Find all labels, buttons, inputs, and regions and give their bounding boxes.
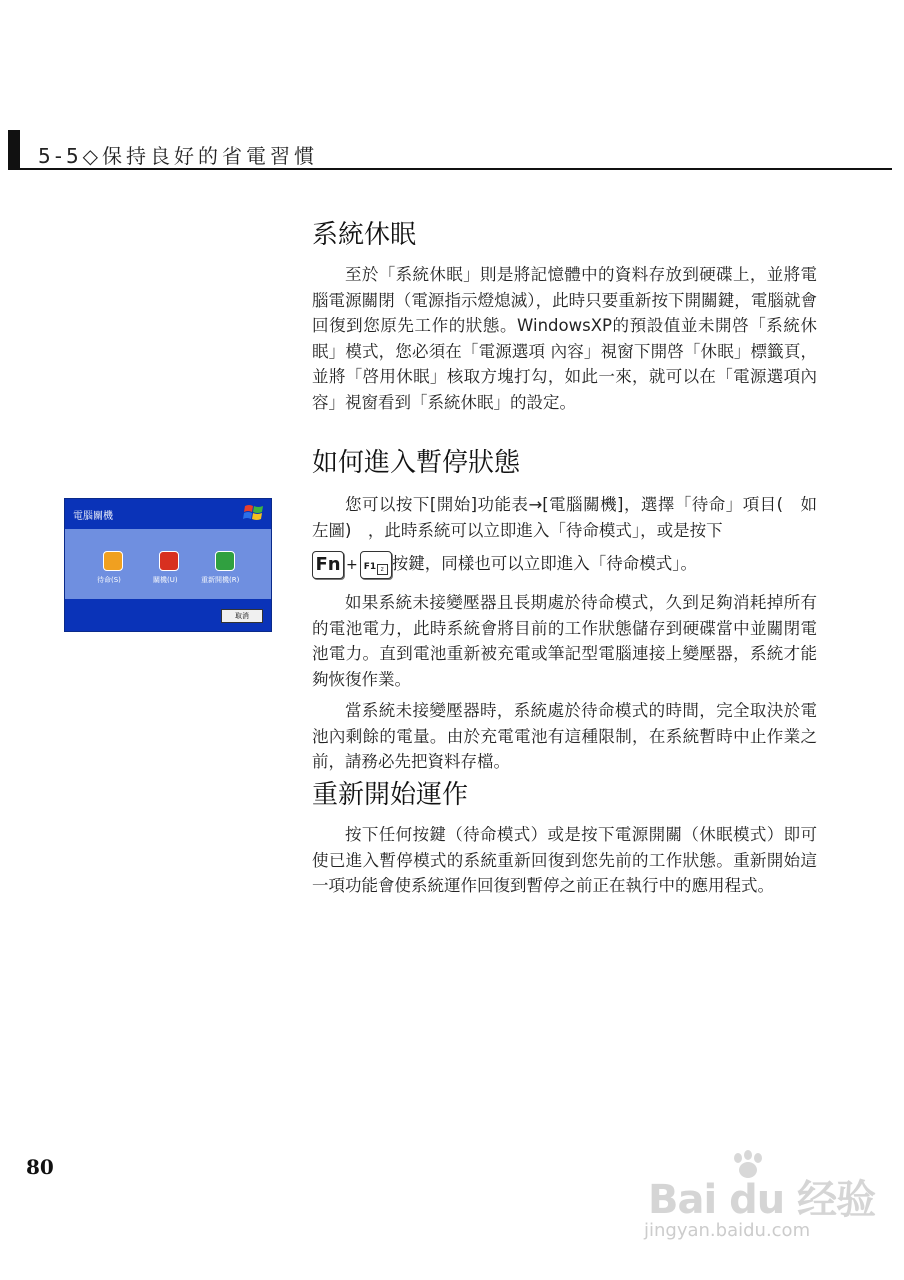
intro-text-2: 按鍵，同樣也可以立即進入「待命模式」。 — [391, 554, 697, 573]
section-resume-body — [312, 822, 817, 899]
section-heading: 系統休眠 — [312, 220, 417, 250]
dialog-titlebar — [65, 499, 271, 529]
dialog-title: 電腦關機 — [73, 511, 113, 522]
dialog-footer — [65, 599, 271, 631]
dialog-body — [65, 529, 271, 599]
paragraph: 至於「系統休眠」則是將記憶體中的資料存放到硬碟上，並將電腦電源關閉（電源指示燈熄滅），此時只要重新按下開關鍵，電腦就會回復到您原先工作的狀態。WindowsXP的預設值並未開啓「系統休眠」模式，您必須在「電源選項 內容」視窗下開啓「休眠」標籤頁，並將「啓用休眠」核取方塊打勾，如此一來，就可以在「電源選項內容」視窗看到「系統休眠」的設定。 — [312, 265, 817, 412]
page-number: 80 — [26, 1155, 54, 1179]
chapter-title: 5-5◇保持良好的省電習慣 — [38, 144, 319, 168]
section-hibernate — [312, 218, 817, 252]
header-bar — [8, 130, 20, 170]
paragraph: 如果系統未接變壓器且長期處於待命模式，久到足夠消耗掉所有的電池電力，此時系統會將目前的工作狀態儲存到硬碟當中並關閉電池電力。直到電池重新被充電或筆記型電腦連接上變壓器，系統才能夠恢復作業。 — [312, 593, 817, 689]
section-heading: 重新開始運作 — [312, 780, 469, 810]
f1-label: F1 — [363, 561, 377, 572]
f1-key-icon — [360, 551, 392, 579]
sleep-icon: z — [377, 564, 388, 575]
chapter-header — [8, 130, 892, 172]
section-resume — [312, 778, 817, 812]
section-standby-intro — [312, 492, 817, 580]
paragraph — [312, 492, 817, 543]
plus-sign: + — [346, 556, 358, 573]
hotkey-line — [312, 549, 817, 580]
section-heading: 如何進入暫停狀態 — [312, 448, 521, 478]
restart-label: 重新開機(R) — [201, 576, 240, 584]
baidu-watermark — [640, 1150, 880, 1250]
standby-label: 待命(S) — [97, 576, 121, 584]
watermark-brand: Bai du 经验 — [648, 1177, 876, 1223]
fn-key-icon: Fn — [312, 551, 344, 579]
watermark-url: jingyan.baidu.com — [644, 1220, 811, 1241]
paragraph: 當系統未接變壓器時，系統處於待命模式的時間，完全取決於電池內剩餘的電量。由於充電電池有這種限制，在系統暫時中止作業之前，請務必先把資料存檔。 — [312, 701, 817, 771]
intro-text: 您可以按下[開始]功能表→[電腦關機]，選擇「待命」項目( 如左圖) ，此時系統可以立即進入「待命模式」，或是按下 — [312, 495, 817, 540]
paragraph: 按下任何按鍵（待命模式）或是按下電源開關（休眠模式）即可使已進入暫停模式的系統重新回復到您先前的工作狀態。重新開始這一項功能會使系統運作回復到暫停之前正在執行中的應用程式。 — [312, 825, 817, 895]
power-off-icon — [159, 551, 179, 571]
shutdown-dialog-screenshot — [64, 498, 272, 632]
cancel-button: 取消 — [221, 609, 263, 623]
restart-icon — [215, 551, 235, 571]
section-standby — [312, 446, 817, 480]
standby-icon — [103, 551, 123, 571]
section-hibernate-body — [312, 262, 817, 415]
power-off-label: 關機(U) — [153, 576, 178, 584]
windows-logo-icon — [243, 503, 265, 523]
section-standby-body — [312, 590, 817, 775]
header-rule — [8, 168, 892, 170]
